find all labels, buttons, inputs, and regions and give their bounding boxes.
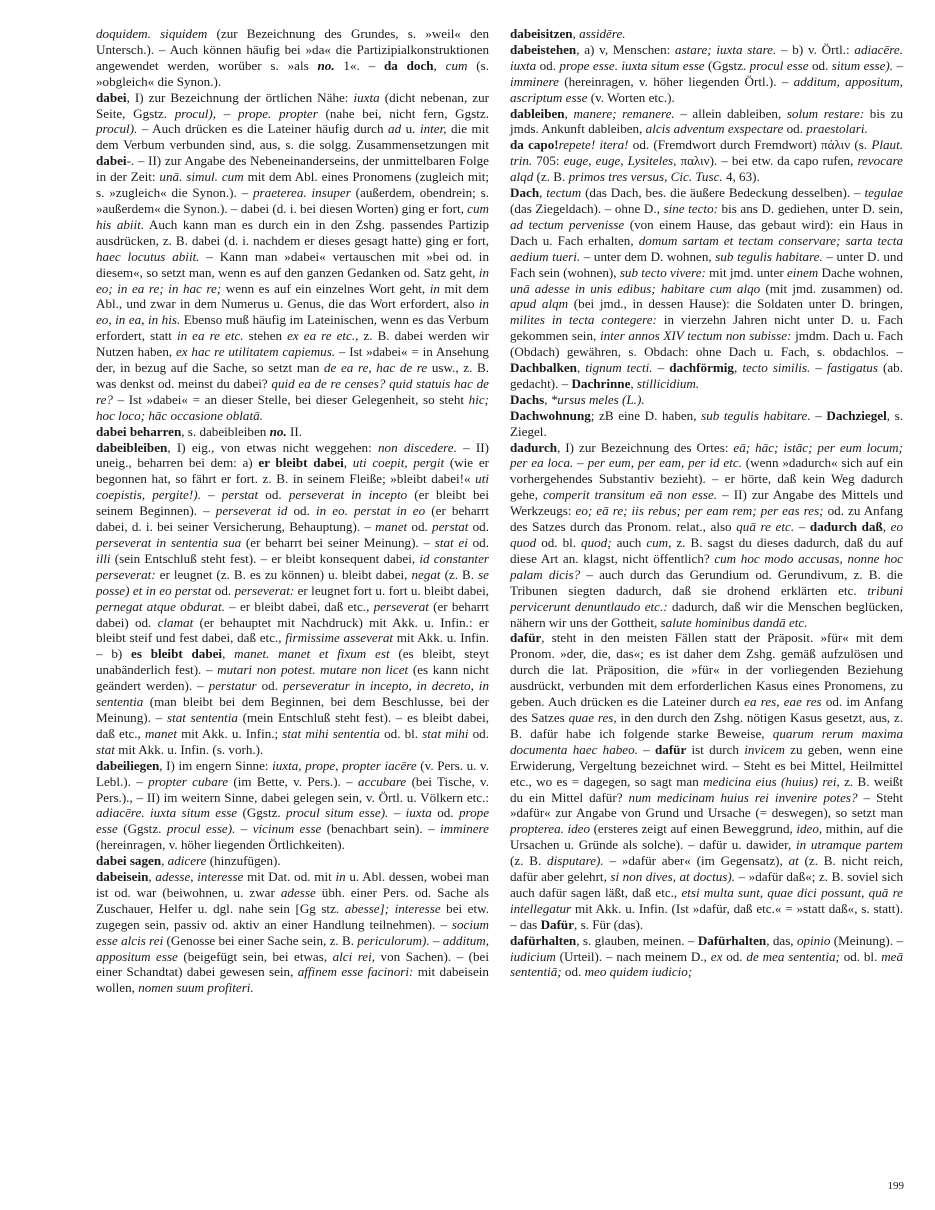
entry-dafuerhalten: dafürhalten, s. glauben, meinen. – Dafürhalten, das, opinio (Meinung). – iudicium (Urteil). – nach meinem D., ex od. de mea sententia; od. bl. meā sententiā; od. meo quidem iudicio; [510,932,904,980]
page-number: 199 [887,1180,904,1192]
entry-dabei-beharren: dabei beharren, s. dabeibleiben no. II. [96,423,302,439]
entry-dachs: Dachs, *ursus meles (L.). [510,391,645,407]
entry-dabeiliegen: dabeiliegen, I) im engern Sinne: iuxta, prope, propter iacēre (v. Pers. u. v. Lebl.). – propter cubare (im Bette, v. Pers.). – accubare (bei Tische, v. Pers.)., – II) im weitern Sinne, dabei gelegen sein, v. Örtl. u. Völkern etc.: adiacēre. iuxta situm esse (Ggstz. procul situm esse). – iuxta od. prope esse (Ggstz. procul esse). – vicinum esse (benachbart sein). – imminere (hereinragen, v. höher liegenden Örtlichkeiten). [96,757,489,853]
entry-da-capo: da capo!repete! itera! od. (Fremdwort durch Fremdwort) πάλιν (s. Plaut. trin. 705: euge, euge, Lysiteles, παλιν). – bei etw. da capo rufen, revocare alqd (z. B. primos tres versus, Cic. Tusc. 4, 63). [510,137,903,185]
entry-dabeibleiben: dabeibleiben, I) eig., von etwas nicht weggehen: non discedere. – II) uneig., beharren bei dem: a) er bleibt dabei, uti coepit, pergit (wie er begonnen hat, so fährt er fort. z. B. in seinem Fleiße; »bleibt dabei!« uti coepistis, pergite!). – perstat od. perseverat in incepto (er bleibt bei seinem Beginnen). – perseverat id od. in eo. perstat in eo (er beharrt dabei, d. i. bei seiner Versicherung, Behauptung). – manet od. perstat od. perseverat in sententia sua (er beharrt bei seiner Meinung). – stat ei od. illi (sein Entschluß steht fest). – er bleibt konsequent dabei, id constanter perseverat: er leugnet (z. B. es zu können) u. bleibt dabei, negat (z. B. se posse) et in eo perstat od. perseverat: er leugnet fort u. fort u. bleibt dabei, pernegat atque obdurat. – er bleibt dabei, daß etc., perseverat (er beharrt dabei) od. clamat (er behauptet mit Nachdruck) mit Akk. u. Infin.: er bleibt steif und fest dabei, daß etc., firmissime asseverat mit Akk. u. Infin. – b) es bleibt dabei, manet. manet et fixum est (es bleibt, steyt unabänderlich fest). – mutari non potest. mutare non licet (es kann nicht geändert werden). – perstatur od. perseveratur in incepto, in decreto, in sententia (man bleibt bei dem Beginnen, bei dem Beschlusse, bei der Meinung). – stat sententia (mein Entschluß steht fest). – es bleibt dabei, daß etc., manet mit Akk. u. Infin.; stat mihi sententia od. bl. stat mihi od. stat mit Akk. u. Infin. (s. vorh.). [96,439,490,757]
entry-dafuer: dafür, steht in den meisten Fällen statt der Präposit. »für« mit dem Pronom. »der, die, das«; es ist daher dem Zshg. gemäß aufzulösen und durch die lat. Präposition, die »für« in der vorliegenden Beziehung ausdrückt, verbunden mit dem erforderlichen Kasus eines Pronomens, zu geben. Auch drücken es die Lateiner durch ea res, eae res od. im Anfang des Satzes quae res, in den durch den Zshg. nötigen Kasus gesetzt, aus, z. B. dafür habe ich folgende starke Beweise, quarum rerum maxima documenta haec habeo. – dafür ist durch invicem zu geben, wenn eine Erwiderung, Vergeltung bezeichnet wird. – Steht es bei Mittel, Heilmittel etc., wo es = dagegen, so sagt man medicina eius (huius) rei, z. B. weißt du ein Mittel dafür? num medicinam huius rei invenire potes? – Steht »dafür« zur Angabe von Grund und Ursache (= deswegen), so setzt man propterea. ideo (ersteres zeigt auf einen Beweggrund, ideo, mithin, auf die Ursachen u. Gründe als solche). – dafür u. dawider, in utramque partem (z. B. disputare). – »dafür aber« (im Gegensatz), at (z. B. nicht reich, dafür aber gelehrt, si non dives, at doctus). – »dafür daß«; z. B. soviel sich auch dafür sagen läßt, daß etc., etsi multa sunt, quae dici possunt, quā re intellegatur mit Akk. u. Infin. (Ist »dafür, daß etc.« = »statt daß«, s. statt). – das Dafür, s. Für (das). [510,630,904,932]
entry-dabeisein: dabeisein, adesse, interesse mit Dat. od. mit in u. Abl. dessen, wobei man ist od. war (beiwohnen, u. zwar adesse übh. einer Pers. od. Sache als Zuschauer, Helfer u. dgl. nahe sein [Gg stz. abesse]; interesse bei etw. zugegen sein, passiv od. aktiv an einer Handlung teilnehmen). – socium esse alcis rei (Genosse bei einer Sache sein, z. B. periculorum). – additum, appositum esse (beigefügt sein, bei etwas, alci rei, von Sachen). – (bei einer Schandtat) dabei gewesen sein, affinem esse facinori: mit dabeisein wollen, nomen suum profiteri. [96,869,490,996]
entry-dach: Dach, tectum (das Dach, bes. die äußere Bedeckung desselben). – tegulae (das Ziegeldach). – ohne D., sine tecto: bis ans D. gediehen, unter D. sein, ad tectum pervenisse (von einem Hause, das gebaut wird): ein Haus in Dach u. Fach erhalten, domum sartam et tectam conservare; sarta tecta aedium tueri. – unter dem D. wohnen, sub tegulis habitare. – unter D. und Fach sein (wohnen), sub tecto vivere: mit jmd. unter einem Dache wohnen, unā adesse in unis edibus; habitare cum alqo (mit jmd. zusammen) od. apud alqm (bei jmd., in dessen Hause): die Soldaten unter D. bringen, milites in tecta contegere: in vierzehn Jahren nicht unter D. u. Fach gekommen sein, inter annos XIV tectum non subisse: jmdm. Dach u. Fach (Obdach) gewähren, s. Obdach: ohne Dach u. Fach, s. obdachlos. – Dachbalken, tignum tecti. – dachförmig, tecto similis. – fastigatus (ab. gedacht). – Dachrinne, stillicidium. [510,185,904,391]
entry-doquidem: doquidem. siquidem (zur Bezeichnung des Grundes, s. »weil« den Untersch.). – Auch können häufig bei »da« die Partizipialkonstruktionen angewendet werden, worüber s. »als no. 1«. – da doch, cum (s. »obgleich« die Synon.). [96,26,490,89]
entry-dadurch: dadurch, I) zur Bezeichnung des Ortes: eā; hāc; istāc; per eum locum; per ea loca. – per eum, per eam, per id etc. (wenn »dadurch« sich auf ein vorhergehendes Substantiv bezieht). – er hörte, daß kein Weg dadurch gehe, comperit transitum eā non esse. – II) zur Angabe des Mittels und Werkzeugs: eo; eā re; iis rebus; per eam rem; per eas res; od. zu Anfang des Satzes durch das Pronom. relat., also quā re etc. – dadurch daß, eo quod od. bl. quod; auch cum, z. B. sagst du dieses dadurch, daß du auf diese Art an. klagst, nicht öffentlich? cum hoc modo accusas, nonne hoc palam dicis? – auch durch das Gerundium od. Gerundivum, z. B. die Tribunen siegten dadurch, daß sie drohend erklärten etc. tribuni pervicerunt denuntlaudo etc.: dadurch, daß wir die Menschen beglücken, nähern wir uns der Gottheit, salute hominibus dandā etc. [510,439,903,630]
entry-dabei: dabei, I) zur Bezeichnung der örtlichen Nähe: iuxta (dicht nebenan, zur Seite, Ggstz. procul), – prope. propter (nahe bei, nicht fern, Ggstz. procul). – Auch drücken es die Lateiner häufig durch ad u. inter, die mit dem Verbum verbunden sind, aus, s. die solgg. Zusammensetzungen mit dabei-. – II) zur Angabe des Nebeneinanderseins, der unmittelbaren Folge in der Zeit: unā. simul. cum mit dem Abl. eines Pronomens (zugleich mit; s. »zugleich« die Synon.). – praeterea. insuper (außerdem, obendrein; s. »außerdem« die Synon.). – dabei (d. i. bei diesen Worten) ging er fort, cum his abiit. Auch kann man es durch ein in den Zshg. passendes Partizip ausdrücken, z. B. dabei (d. i. nachdem er dieses gesagt hatte) ging er fort, haec locutus abiit. – Kann man »dabei« vertauschen mit »bei od. in diesem«, so setzt man, wenn es auf den ganzen Gedanken od. Satz geht, in eo; in ea re; in hac re; wenn es auf ein einzelnes Wort geht, in mit dem Abl., und zwar in dem Numerus u. Genus, die das Wort erfordert, also in eo, in ea, in his. Ebenso muß häufig im Lateinischen, wenn es das Verbum erfordert, statt in ea re etc. stehen ex ea re etc., z. B. dabei werden wir Nutzen haben, ex hac re utilitatem capiemus. – Ist »dabei« = in Ansehung der, in bezug auf die Sache, so setzt man de ea re, hac de re usw., z. B. was denkst od. meinst du dabei? quid ea de re censes? quid statuis hac de re? – Ist »dabei« = an dieser Stelle, bei dieser Gelegenheit, so steht hic; hoc loco; hāc occasione oblatā. [96,89,490,423]
entry-dabeisitzen: dabeisitzen, assidēre. [510,26,626,41]
entry-dableiben: dableiben, manere; remanere. – allein dableiben, solum restare: bis zu jmds. Ankunft dableiben, alcis adventum exspectare od. praestolari. [510,105,904,137]
left-column [96,26,489,996]
entry-dachwohnung: Dachwohnung; zB eine D. haben, sub tegulis habitare. – Dachziegel, s. Ziegel. [510,407,904,439]
entry-dabeistehen: dabeistehen, a) v, Menschen: astare; iuxta stare. – b) v. Örtl.: adiacēre. iuxta od. prope esse. iuxta situm esse (Ggstz. procul esse od. situm esse). – imminere (hereinragen, v. höher liegenden Örtl.). – additum, appositum, ascriptum esse (v. Worten etc.). [510,41,904,105]
entry-dabei-sagen: dabei sagen, adicere (hinzufügen). [96,853,281,869]
dictionary-page [96,26,906,1186]
right-column [510,26,903,980]
